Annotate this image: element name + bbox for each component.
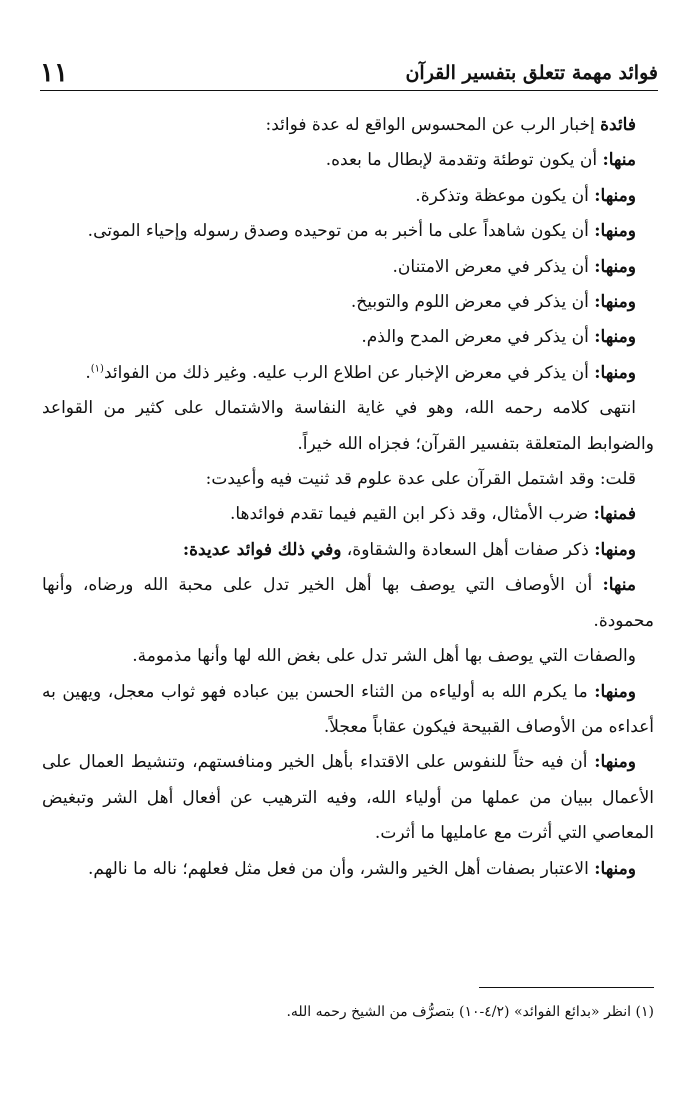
paragraph: منها: أن الأوصاف التي يوصف بها أهل الخير تدل على محبة الله ورضاه، وأنها محمودة. xyxy=(42,575,654,631)
paragraph: ومنها: ذكر صفات أهل السعادة والشقاوة، وفي ذلك فوائد عديدة: xyxy=(182,539,636,560)
paragraph: فائدة إخبار الرب عن المحسوس الواقع له عدة فوائد: xyxy=(265,115,636,135)
paragraph: ومنها: أن يكون موعظة وتذكرة. xyxy=(415,185,636,206)
paragraph: ومنها: الاعتبار بصفات أهل الخير والشر، وأن من فعل مثل فعلهم؛ ناله ما نالهم. xyxy=(88,858,636,879)
footnote-divider xyxy=(479,987,654,988)
paragraph: ومنها: أن يكون شاهداً على ما أخبر به من توحيده وصدق رسوله وإحياء الموتى. xyxy=(87,221,636,242)
footnote xyxy=(42,1000,654,1024)
paragraph: ومنها: أن فيه حثاً للنفوس على الاقتداء بأهل الخير ومنافستهم، وتنشيط العمال على الأعمال ببيان من عملها من أولياء الله، وفيه الترهيب عن أفعال أهل الشر وتبغيض المعاصي التي أثرت مع عامليها ما أثرت. xyxy=(42,752,654,844)
paragraph: ومنها: أن يذكر في معرض المدح والذم. xyxy=(361,327,636,348)
paragraph: ومنها: ما يكرم الله به أولياءه من الثناء الحسن بين عباده فهو ثواب معجل، ويهين به أعداءه من الأوصاف القبيحة فيكون عقاباً معجلاً. xyxy=(42,681,654,737)
paragraph: منها: أن يكون توطئة وتقدمة لإبطال ما بعده. xyxy=(325,150,636,171)
paragraph: ومنها: أن يذكر في معرض الامتنان. xyxy=(392,256,636,277)
running-title: فوائد مهمة تتعلق بتفسير القرآن xyxy=(405,62,658,84)
footnote-text: انظر «بدائع الفوائد» (٤/٢-١٠) بتصرُّف من الشيخ رحمه الله. xyxy=(286,1004,636,1020)
paragraph: ومنها: أن يذكر في معرض اللوم والتوبيخ. xyxy=(350,292,636,313)
paragraph: انتهى كلامه رحمه الله، وهو في غاية النفاسة والاشتمال على كثير من القواعد والضوابط المتعلقة بتفسير القرآن؛ فجزاه الله خيراً. xyxy=(42,398,654,454)
footnote-ref: (١) xyxy=(90,363,104,375)
paragraph: والصفات التي يوصف بها أهل الشر تدل على بغض الله لها وأنها مذمومة. xyxy=(132,646,636,667)
paragraph: فمنها: ضرب الأمثال، وقد ذكر ابن القيم فيما تقدم فوائدها. xyxy=(229,504,636,525)
paragraph: ومنها: أن يذكر في معرض الإخبار عن اطلاع الرب عليه. وغير ذلك من الفوائد$^{(١)}$. xyxy=(85,362,636,383)
page-number: ١١ xyxy=(40,58,68,88)
page-header xyxy=(40,52,658,91)
body-text xyxy=(42,108,654,887)
paragraph: قلت: وقد اشتمل القرآن على عدة علوم قد ثنيت فيه وأعيدت: xyxy=(205,469,636,490)
footnote-marker: (١) xyxy=(635,1004,654,1020)
